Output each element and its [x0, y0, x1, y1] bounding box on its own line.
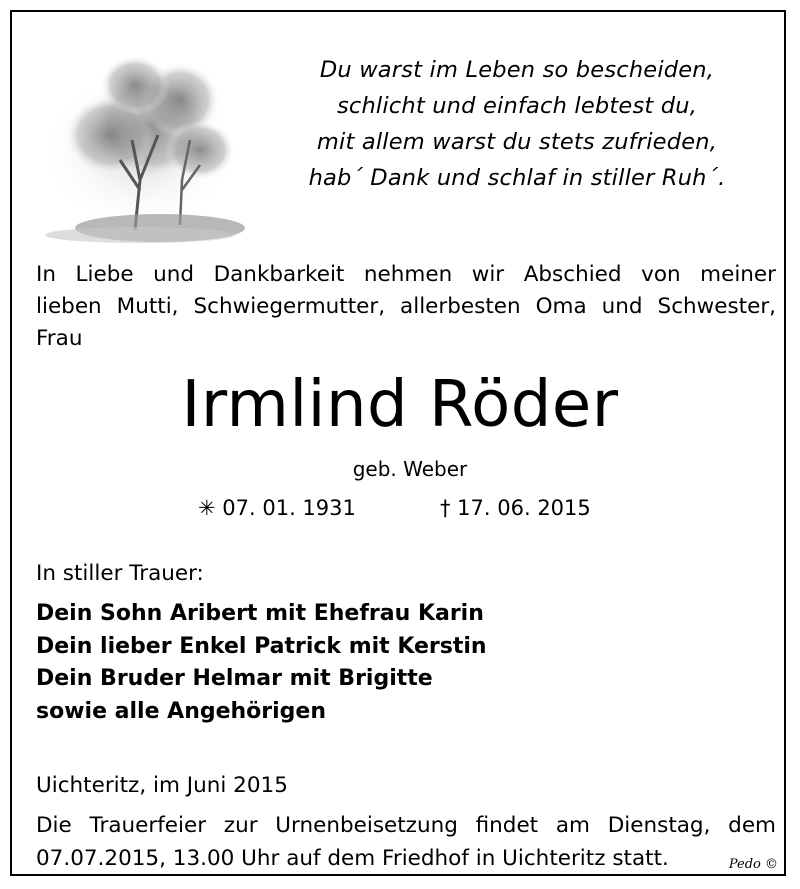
mourner-item: Dein Bruder Helmar mit Brigitte [36, 666, 433, 691]
intro-line: lieben Mutti, Schwiegermutter, allerbesten Oma und Schwester, [36, 294, 776, 319]
funeral-info [36, 809, 776, 875]
poem-line: hab´ Dank und schlaf in stiller Ruh´. [308, 165, 726, 191]
birth-name: geb. Weber [352, 457, 468, 481]
death-date: † 17. 06. 2015 [440, 496, 591, 520]
credit: Pedo © [728, 857, 778, 872]
poem-line: schlicht und einfach lebtest du, [336, 93, 698, 119]
poem [247, 52, 787, 196]
deceased-name: Irmlind Röder [181, 368, 619, 442]
poem-line: Du warst im Leben so bescheiden, [319, 57, 715, 83]
mourning-title: In stiller Trauer: [36, 561, 204, 586]
intro-line: In Liebe und Dankbarkeit nehmen wir Abschied von meiner [36, 262, 776, 287]
mourner-item: sowie alle Angehörigen [36, 698, 327, 724]
birth-date: ✳ 07. 01. 1931 [198, 496, 356, 520]
mourners-list [36, 598, 487, 728]
intro-text [36, 259, 776, 355]
place-date: Uichteritz, im Juni 2015 [36, 773, 288, 798]
funeral-line: 07.07.2015, 13.00 Uhr auf dem Friedhof in Uichteritz statt. [36, 846, 669, 871]
mourner-item: Dein lieber Enkel Patrick mit Kerstin [36, 633, 487, 659]
poem-line: mit allem warst du stets zufrieden, [316, 129, 718, 155]
funeral-line: Die Trauerfeier zur Urnenbeisetzung findet am Dienstag, dem [36, 813, 776, 838]
mourner-item: Dein Sohn Aribert mit Ehefrau Karin [36, 601, 484, 626]
obituary-notice [10, 10, 786, 876]
intro-line: Frau [36, 326, 83, 351]
tree-illustration [40, 30, 250, 245]
